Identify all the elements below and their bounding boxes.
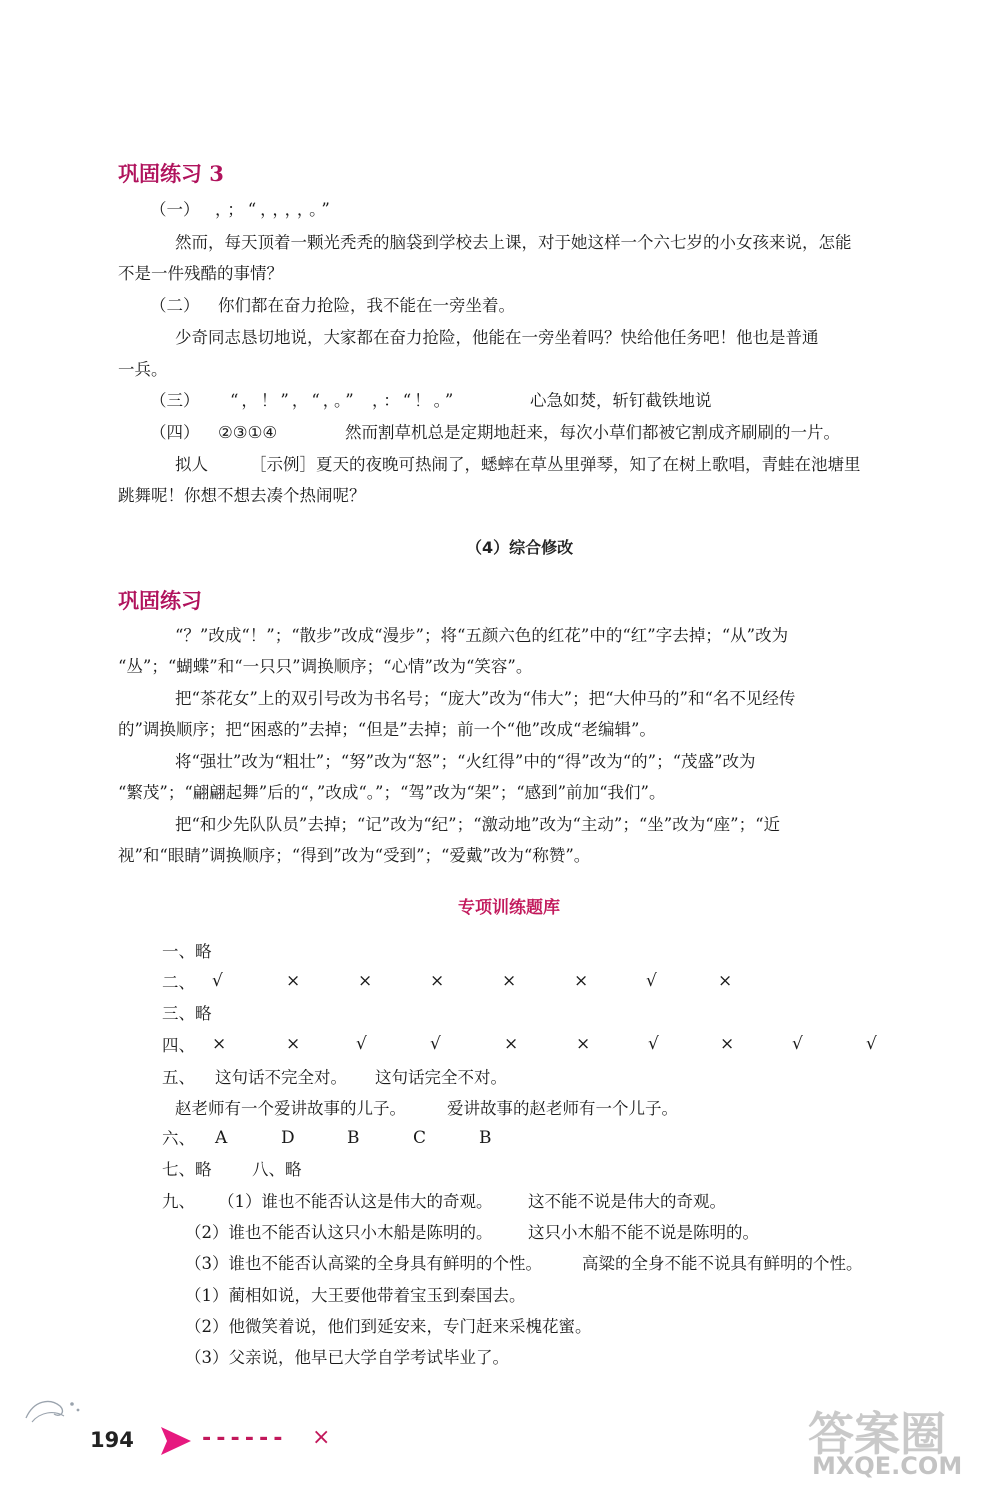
answer-4-mark: √ xyxy=(866,1034,877,1054)
answer-9-1a: （1）谁也不能否认这是伟大的奇观。 xyxy=(218,1192,493,1211)
answer-10-3: （3）父亲说，他早已大学自学考试毕业了。 xyxy=(185,1348,509,1367)
footer-dashes: ------ xyxy=(200,1426,286,1451)
answer-3: 三、略 xyxy=(162,1004,212,1023)
answer-4-mark: × xyxy=(212,1034,227,1054)
q2-text-line2: 一兵。 xyxy=(118,360,168,379)
q3-text: 心急如焚，斩钉截铁地说 xyxy=(530,391,712,410)
p4-line1: 把“和少先队队员”去掉；“记”改为“纪”；“激动地”改为“主动”；“坐”改为“座”；“近 xyxy=(175,815,781,834)
p2-line1: 把“茶花女”上的双引号改为书名号；“庞大”改为“伟大”；把“大仲马的”和“名不见经传 xyxy=(175,689,796,708)
answer-6-choice: B xyxy=(479,1128,492,1148)
q3-punctuation-a: “，！”，“，。” xyxy=(230,391,357,410)
q1-text-line2: 不是一件残酷的事情？ xyxy=(118,264,283,283)
answer-2-mark: × xyxy=(718,971,733,991)
answer-2-label: 二、 xyxy=(162,973,195,992)
answer-6-label: 六、 xyxy=(162,1129,195,1148)
answer-4-mark: × xyxy=(286,1034,301,1054)
answer-2-mark: × xyxy=(574,971,589,991)
answer-4-mark: √ xyxy=(356,1034,367,1054)
q2-text-line1: 少奇同志恳切地说，大家都在奋力抢险，他能在一旁坐着吗？快给他任务吧！他也是普通 xyxy=(175,328,819,347)
p2-line2: 的”调换顺序；把“困惑的”去掉；“但是”去掉；前一个“他”改成“老编辑”。 xyxy=(118,720,656,739)
watermark-logo: 答案圈 xyxy=(808,1407,946,1461)
answer-10-1: （1）蔺相如说，大王要他带着宝玉到秦国去。 xyxy=(185,1286,526,1305)
answer-1: 一、略 xyxy=(162,942,212,961)
answer-4-label: 四、 xyxy=(162,1036,195,1055)
swirl-decoration-icon xyxy=(20,1388,90,1428)
answer-2-mark: √ xyxy=(212,971,223,991)
answer-7: 七、略 xyxy=(162,1160,212,1179)
watermark-url: MXQE.COM xyxy=(812,1452,963,1480)
answer-4-mark: × xyxy=(576,1034,591,1054)
answer-4-mark: × xyxy=(720,1034,735,1054)
q4-order: ②③①④ xyxy=(218,423,278,442)
answer-9-2a: （2）谁也不能否认这只小木船是陈明的。 xyxy=(185,1223,493,1242)
q5-text-line2: 跳舞呢！你想不想去凑个热闹呢？ xyxy=(118,486,366,505)
answer-5-d: 爱讲故事的赵老师有一个儿子。 xyxy=(447,1099,678,1118)
footer-x-mark-icon: × xyxy=(312,1425,331,1450)
answer-8: 八、略 xyxy=(252,1160,302,1179)
answer-2-mark: × xyxy=(358,971,373,991)
page-number: 194 xyxy=(90,1428,134,1452)
q2-label: （二） xyxy=(150,296,200,315)
answer-4-mark: √ xyxy=(430,1034,441,1054)
p3-line1: 将“强壮”改为“粗壮”；“努”改为“怒”；“火红得”中的“得”改为“的”；“茂盛”改为 xyxy=(175,752,756,771)
answer-5-b: 这句话完全不对。 xyxy=(375,1068,507,1087)
answer-9-label: 九、 xyxy=(162,1192,195,1211)
answer-4-mark: √ xyxy=(792,1034,803,1054)
answer-5-label: 五、 xyxy=(162,1068,195,1087)
q1-punctuation: ，；“，，，，。” xyxy=(215,200,334,219)
q2-sentence: 你们都在奋力抢险，我不能在一旁坐着。 xyxy=(218,296,515,315)
answer-6-choice: C xyxy=(413,1128,427,1148)
answer-9-3a: （3）谁也不能否认高粱的全身具有鲜明的个性。 xyxy=(185,1254,542,1273)
q5-text-line1: ［示例］夏天的夜晚可热闹了，蟋蟀在草丛里弹琴，知了在树上歌唱，青蛙在池塘里 xyxy=(250,455,861,474)
section-heading-comprehensive-revision: （4）综合修改 xyxy=(466,538,574,557)
q5-label: 拟人 xyxy=(175,455,208,474)
p3-line2: “繁茂”；“翩翩起舞”后的“，”改成“。”；“驾”改为“架”；“感到”前加“我们”。 xyxy=(118,783,666,802)
answer-6-choice: A xyxy=(215,1128,228,1148)
p4-line2: 视”和“眼睛”调换顺序；“得到”改为“受到”；“爱戴”改为“称赞”。 xyxy=(118,846,591,865)
arrow-right-icon xyxy=(158,1424,194,1458)
answer-5-a: 这句话不完全对。 xyxy=(215,1068,347,1087)
answer-4-mark: √ xyxy=(648,1034,659,1054)
q4-label: （四） xyxy=(150,423,200,442)
answer-6-choice: B xyxy=(347,1128,360,1148)
answer-9-3b: 高粱的全身不能不说具有鲜明的个性。 xyxy=(582,1254,863,1273)
answer-9-1b: 这不能不说是伟大的奇观。 xyxy=(528,1192,726,1211)
q1-label: （一） xyxy=(150,200,200,219)
answer-2-mark: × xyxy=(430,971,445,991)
p1-line1: “？”改成“！”；“散步”改成“漫步”；将“五颜六色的红花”中的“红”字去掉；“从”改为 xyxy=(175,626,789,645)
answer-2-mark: √ xyxy=(646,971,657,991)
answer-10-2: （2）他微笑着说，他们到延安来，专门赶来采槐花蜜。 xyxy=(185,1317,592,1336)
answer-6-choice: D xyxy=(281,1128,295,1148)
p1-line2: “丛”；“蝴蝶”和“一只只”调换顺序；“心情”改为“笑容”。 xyxy=(118,657,533,676)
section-title-practice-3: 巩固练习 3 xyxy=(118,161,224,186)
answer-2-mark: × xyxy=(286,971,301,991)
answer-4-mark: × xyxy=(504,1034,519,1054)
answer-9-2b: 这只小木船不能不说是陈明的。 xyxy=(528,1223,759,1242)
q3-punctuation-b: ，：“！。” xyxy=(372,391,457,410)
section-heading-special-training: 专项训练题库 xyxy=(458,898,560,918)
q1-text-line1: 然而，每天顶着一颗光秃秃的脑袋到学校去上课，对于她这样一个六七岁的小女孩来说，怎能 xyxy=(175,233,852,252)
q4-text: 然而割草机总是定期地赶来，每次小草们都被它割成齐刷刷的一片。 xyxy=(345,423,840,442)
section-title-practice: 巩固练习 xyxy=(118,588,202,613)
q3-label: （三） xyxy=(150,391,200,410)
answer-2-mark: × xyxy=(502,971,517,991)
answer-5-c: 赵老师有一个爱讲故事的儿子。 xyxy=(175,1099,406,1118)
